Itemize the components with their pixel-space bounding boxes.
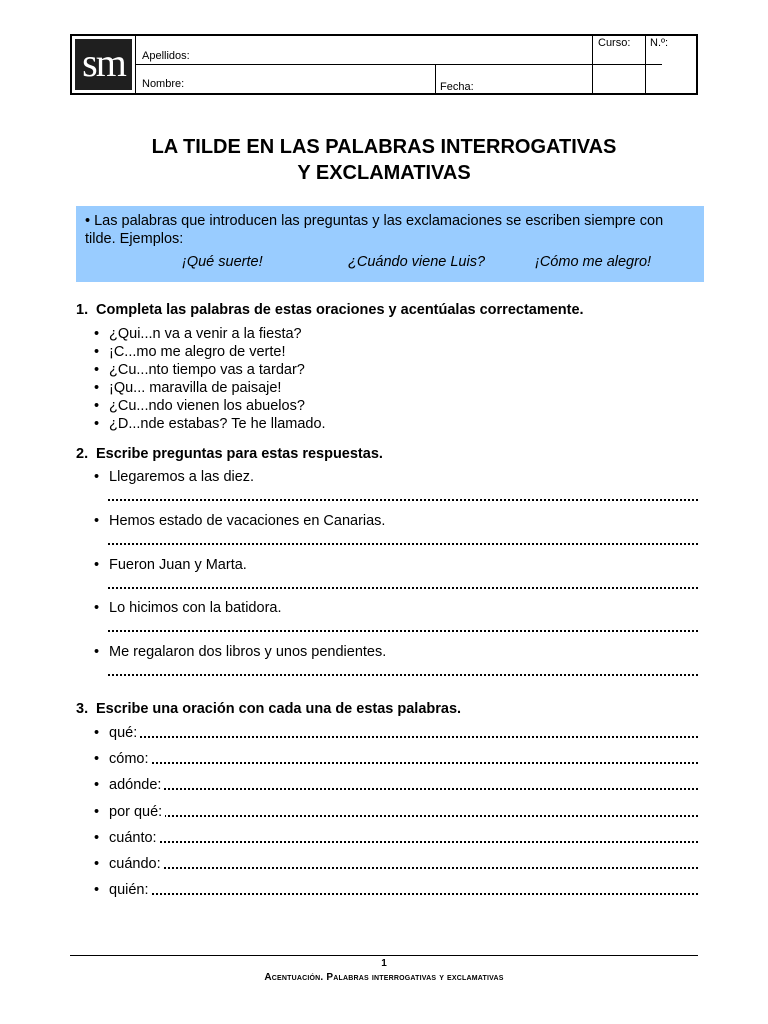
- answer-line[interactable]: [109, 788, 698, 790]
- list-item[interactable]: • ¡Qu... maravilla de paisaje!: [94, 379, 326, 397]
- section-1-title: [76, 302, 584, 318]
- sentence-item[interactable]: [94, 725, 698, 745]
- bullet-icon: •: [94, 882, 100, 898]
- page-title: [70, 134, 698, 186]
- answer-line[interactable]: [109, 893, 698, 895]
- bullet-icon: •: [94, 830, 100, 846]
- sentence-item[interactable]: [94, 830, 698, 850]
- sentence-word: por qué:: [109, 804, 165, 820]
- section-1-heading: Completa las palabras de estas oraciones y acentúalas correctamente.: [96, 302, 584, 318]
- section-1-list: [94, 325, 326, 433]
- section-2-heading: Escribe preguntas para estas respuestas.: [96, 446, 383, 462]
- answer-line[interactable]: [109, 815, 698, 817]
- numero-field[interactable]: [645, 36, 696, 93]
- example-3: ¡Cómo me alegro!: [535, 254, 652, 270]
- header-table: [70, 34, 698, 95]
- logo-cell: [72, 36, 136, 93]
- section-3-number: 3.: [76, 701, 89, 717]
- fecha-field[interactable]: [436, 65, 592, 93]
- fecha-label: Fecha:: [440, 81, 474, 93]
- apellidos-field[interactable]: [136, 36, 662, 65]
- section-3-title: [76, 701, 461, 717]
- bullet-icon: •: [94, 777, 100, 793]
- curso-label: Curso:: [598, 37, 631, 49]
- bullet-icon: •: [94, 856, 100, 872]
- footer-divider: [70, 955, 698, 956]
- list-item[interactable]: • ¿D...nde estabas? Te he llamado.: [94, 415, 326, 433]
- answer-line[interactable]: [108, 489, 698, 501]
- info-text: [85, 212, 690, 248]
- apellidos-label: Apellidos:: [142, 50, 190, 62]
- bullet-icon: •: [94, 557, 100, 573]
- sentence-item[interactable]: [94, 751, 698, 771]
- bullet-icon: •: [94, 725, 100, 741]
- list-item[interactable]: • ¿Qui...n va a venir a la fiesta?: [94, 325, 326, 343]
- answer-line[interactable]: [108, 664, 698, 676]
- list-item[interactable]: • ¡C...mo me alegro de verte!: [94, 343, 326, 361]
- sentence-word: cómo:: [109, 751, 152, 767]
- footer-text: Acentuación. Palabras interrogativas y exclamativas: [264, 972, 504, 983]
- title-line-1: LA TILDE EN LAS PALABRAS INTERROGATIVAS: [151, 136, 617, 158]
- info-box: [76, 206, 704, 282]
- answer-line[interactable]: [109, 762, 698, 764]
- bullet-icon: •: [94, 469, 100, 485]
- curso-field[interactable]: [592, 36, 645, 93]
- sm-logo: sm: [75, 39, 132, 90]
- section-1-number: 1.: [76, 302, 89, 318]
- nombre-label: Nombre:: [142, 78, 185, 90]
- bullet-icon: •: [94, 600, 100, 616]
- answer-line[interactable]: [109, 736, 698, 738]
- sentence-item[interactable]: [94, 804, 698, 824]
- bullet-icon: •: [94, 513, 100, 529]
- answer-line[interactable]: [108, 620, 698, 632]
- question-text: Fueron Juan y Marta.: [109, 557, 247, 573]
- sentence-item[interactable]: [94, 856, 698, 876]
- sentence-word: cuándo:: [109, 856, 164, 872]
- sentence-item[interactable]: [94, 777, 698, 797]
- sentence-item[interactable]: [94, 882, 698, 902]
- question-text: Llegaremos a las diez.: [109, 469, 255, 485]
- answer-line[interactable]: [108, 533, 698, 545]
- question-text: Lo hicimos con la batidora.: [109, 600, 282, 616]
- title-line-2: Y EXCLAMATIVAS: [297, 162, 471, 184]
- question-text: Hemos estado de vacaciones en Canarias.: [109, 513, 386, 529]
- nombre-field[interactable]: [136, 65, 436, 93]
- list-item[interactable]: • ¿Cu...ndo vienen los abuelos?: [94, 397, 326, 415]
- page-number: 1: [381, 958, 387, 969]
- bullet-icon: •: [94, 804, 100, 820]
- numero-label: N.º:: [650, 37, 669, 49]
- sentence-word: adónde:: [109, 777, 164, 793]
- bullet-icon: •: [94, 751, 100, 767]
- answer-line[interactable]: [109, 841, 698, 843]
- sentence-word: cuánto:: [109, 830, 160, 846]
- bullet-icon: •: [85, 213, 95, 229]
- section-2-title: [76, 446, 383, 462]
- sentence-word: qué:: [109, 725, 140, 741]
- info-rule: Las palabras que introducen las preguntas y las exclamaciones se escriben siempre con tilde. Ejemplos:: [85, 213, 664, 247]
- sentence-word: quién:: [109, 882, 152, 898]
- question-text: Me regalaron dos libros y unos pendientes.: [109, 644, 387, 660]
- example-2: ¿Cuándo viene Luis?: [348, 254, 486, 270]
- answer-line[interactable]: [109, 867, 698, 869]
- section-3-heading: Escribe una oración con cada una de estas palabras.: [96, 701, 462, 717]
- answer-line[interactable]: [108, 577, 698, 589]
- list-item[interactable]: • ¿Cu...nto tiempo vas a tardar?: [94, 361, 326, 379]
- section-2-number: 2.: [76, 446, 89, 462]
- bullet-icon: •: [94, 644, 100, 660]
- example-1: ¡Qué suerte!: [182, 254, 263, 270]
